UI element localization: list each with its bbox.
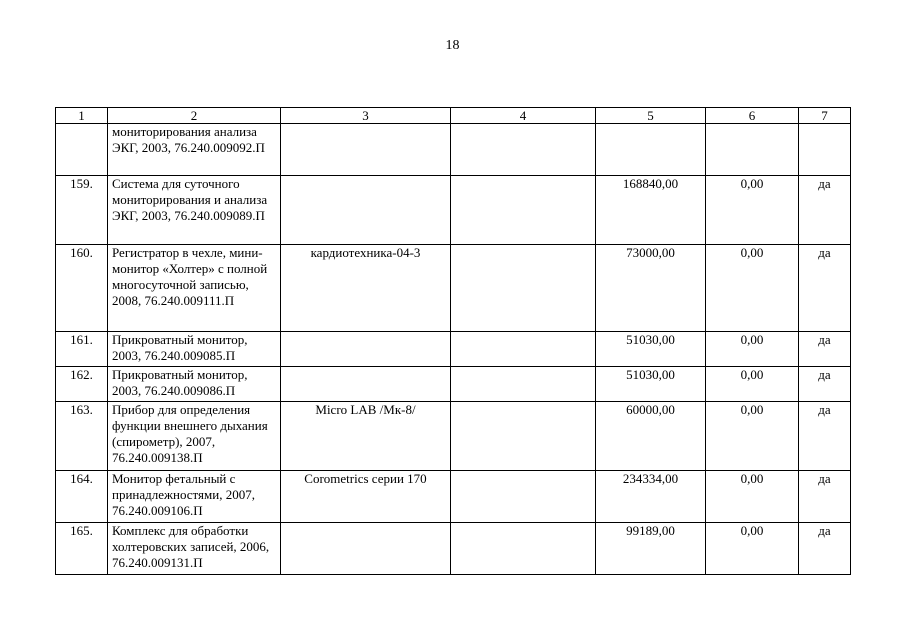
item-col4 [451, 471, 596, 523]
item-col7: да [799, 245, 851, 332]
item-col6: 0,00 [706, 523, 799, 575]
item-col6: 0,00 [706, 367, 799, 402]
item-model [281, 523, 451, 575]
item-col7: да [799, 523, 851, 575]
item-value: 99189,00 [596, 523, 706, 575]
column-header: 7 [799, 108, 851, 124]
row-number: 160. [56, 245, 108, 332]
row-number: 163. [56, 402, 108, 471]
item-value: 51030,00 [596, 367, 706, 402]
item-col7: да [799, 367, 851, 402]
item-col4 [451, 402, 596, 471]
item-col7: да [799, 176, 851, 245]
item-col6: 0,00 [706, 402, 799, 471]
table-row [56, 332, 851, 367]
item-name: Прикроватный монитор, 2003, 76.240.009086.П [108, 367, 281, 402]
column-header: 3 [281, 108, 451, 124]
item-col6: 0,00 [706, 471, 799, 523]
item-name: Прикроватный монитор, 2003, 76.240.009085.П [108, 332, 281, 367]
row-number: 161. [56, 332, 108, 367]
inventory-table [55, 107, 851, 575]
table-row [56, 471, 851, 523]
item-col4 [451, 367, 596, 402]
item-value: 60000,00 [596, 402, 706, 471]
item-value [596, 124, 706, 176]
row-number: 162. [56, 367, 108, 402]
table-row [56, 245, 851, 332]
item-name: мониторирования анализа ЭКГ, 2003, 76.240.009092.П [108, 124, 281, 176]
item-col4 [451, 176, 596, 245]
item-model [281, 332, 451, 367]
item-col7: да [799, 402, 851, 471]
column-header: 2 [108, 108, 281, 124]
item-col4 [451, 245, 596, 332]
column-header: 1 [56, 108, 108, 124]
table-row [56, 402, 851, 471]
item-model: кардиотехника-04-3 [281, 245, 451, 332]
item-name: Система для суточного мониторирования и анализа ЭКГ, 2003, 76.240.009089.П [108, 176, 281, 245]
item-col7 [799, 124, 851, 176]
table-row [56, 124, 851, 176]
item-model [281, 367, 451, 402]
item-col4 [451, 124, 596, 176]
item-name: Регистратор в чехле, мини-монитор «Холтер» с полной многосуточной записью, 2008, 76.240.009111.П [108, 245, 281, 332]
item-name: Монитор фетальный с принадлежностями, 2007, 76.240.009106.П [108, 471, 281, 523]
item-value: 234334,00 [596, 471, 706, 523]
item-value: 168840,00 [596, 176, 706, 245]
header-row [56, 108, 851, 124]
item-model [281, 176, 451, 245]
page-number: 18 [445, 38, 460, 53]
item-col6: 0,00 [706, 176, 799, 245]
row-number: 165. [56, 523, 108, 575]
table-row [56, 523, 851, 575]
item-model: Micro LAB /Мк-8/ [281, 402, 451, 471]
table-row [56, 176, 851, 245]
column-header: 4 [451, 108, 596, 124]
item-col4 [451, 332, 596, 367]
row-number: 164. [56, 471, 108, 523]
row-number [56, 124, 108, 176]
item-col4 [451, 523, 596, 575]
item-col7: да [799, 332, 851, 367]
item-value: 73000,00 [596, 245, 706, 332]
item-value: 51030,00 [596, 332, 706, 367]
item-col6: 0,00 [706, 332, 799, 367]
item-col7: да [799, 471, 851, 523]
item-model: Corometrics серии 170 [281, 471, 451, 523]
table-row [56, 367, 851, 402]
item-col6: 0,00 [706, 245, 799, 332]
row-number: 159. [56, 176, 108, 245]
item-model [281, 124, 451, 176]
item-name: Прибор для определения функции внешнего дыхания (спирометр), 2007, 76.240.009138.П [108, 402, 281, 471]
column-header: 6 [706, 108, 799, 124]
item-name: Комплекс для обработки холтеровских записей, 2006, 76.240.009131.П [108, 523, 281, 575]
column-header: 5 [596, 108, 706, 124]
item-col6 [706, 124, 799, 176]
